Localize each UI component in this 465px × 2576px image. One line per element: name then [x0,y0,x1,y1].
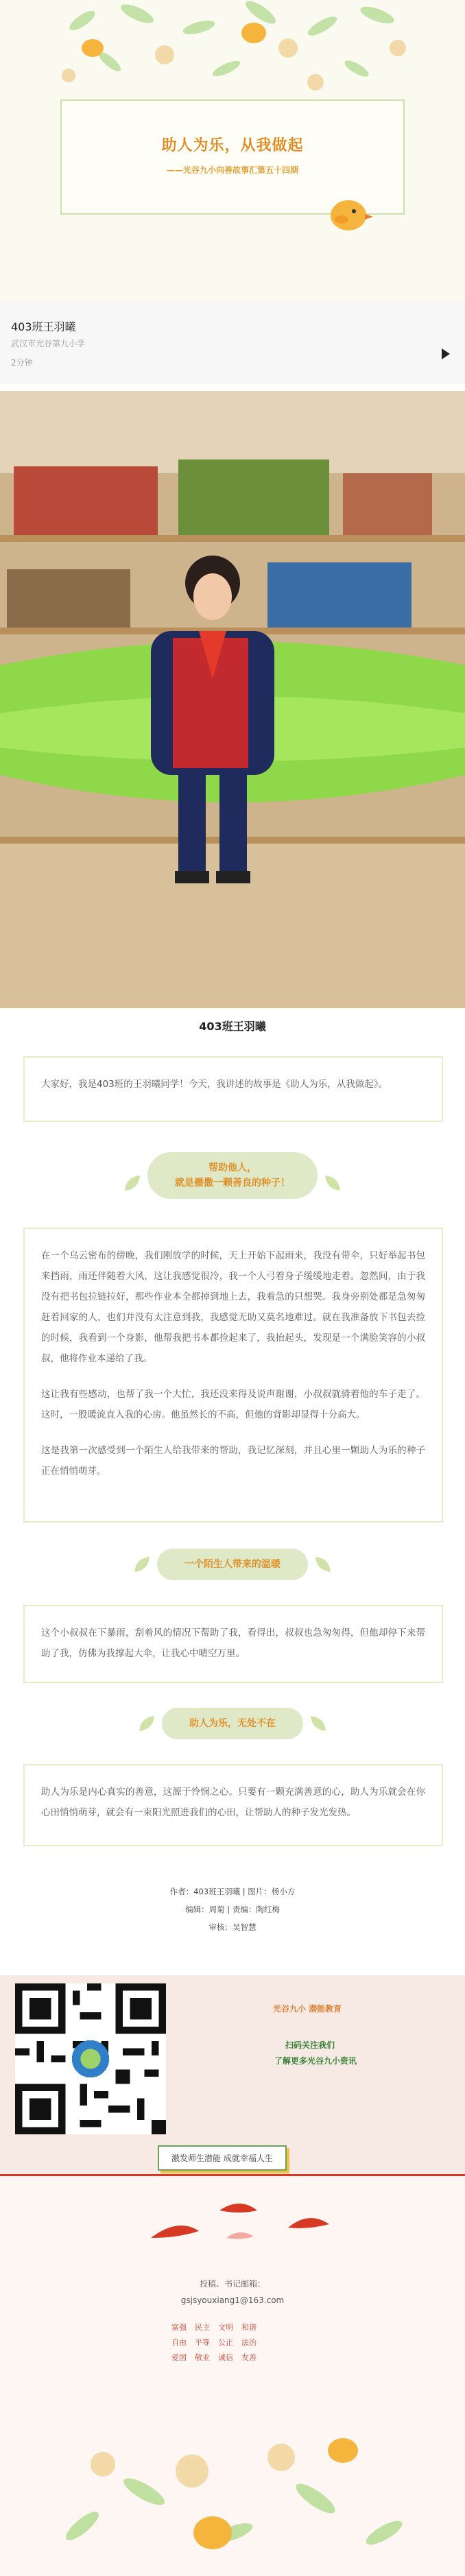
qr-school-label: 光谷九小 潜能教育 [273,2004,342,2014]
section1-heading-line2: 就是播撒一颗善良的种子！ [175,1178,290,1189]
leaf-icon [135,1712,158,1735]
school-motto: 激发师生潜能 成就幸福人生 [158,2145,287,2171]
leaf-decoration [55,0,412,103]
qr-scan-label: 扫码关注我们 [285,2040,335,2050]
credit-editor: 编辑：周菊 | 责编：陶红梅 [185,1905,280,1914]
contact-label: 投稿、书记邮箱： [199,2279,265,2289]
section2-box [23,1605,443,1683]
credit-reviewer: 审核：吴智慧 [208,1922,257,1932]
flower-decoration [55,2389,412,2567]
page-subtitle: ——光谷九小向善故事汇第五十四期 [166,165,298,175]
bird-icon [321,185,376,240]
audio-title: 403班王羽曦 [11,320,76,333]
core-values [171,2320,257,2365]
footer [0,2174,465,2576]
value-item: 富强 [171,2323,187,2332]
value-item: 民主 [195,2323,210,2332]
section3-paragraph: 助人为乐是内心真实的善意，这源于怜悯之心。只要有一颗充满善意的心，助人为乐就会在你心田悄悄萌芽，就会有一束阳光照进我们的心田，让帮助人的种子发光发热。 [41,1787,425,1818]
qr-code-icon[interactable] [15,1983,166,2134]
audio-duration: 2分钟 [11,358,33,368]
value-item: 法治 [241,2338,257,2347]
qr-panel [0,1975,465,2174]
section1-heading-line1: 帮助他人， [208,1162,257,1173]
section1-box [23,1228,443,1523]
leaf-icon [321,1171,344,1195]
contact-email[interactable]: gsjsyouxiang1@163.com [180,2295,285,2305]
section2-heading-text: 一个陌生人带来的温暖 [157,1549,308,1580]
section2-heading [0,1549,465,1580]
credits [0,1883,465,1936]
student-photo [0,391,465,1008]
value-item: 和谐 [241,2323,257,2332]
photo-caption: 403班王羽曦 [199,1020,266,1033]
section3-heading-text: 助人为乐，无处不在 [162,1708,303,1739]
leaf-icon [307,1712,330,1735]
value-item: 敬业 [195,2353,210,2362]
audio-player[interactable] [0,302,465,384]
dove-icon [137,2190,343,2265]
play-icon[interactable] [442,348,450,359]
qr-info-label: 了解更多光谷九小资讯 [274,2056,357,2066]
leaf-icon [121,1171,144,1195]
section3-box [23,1764,443,1846]
section3-heading [0,1708,465,1739]
section1-paragraph: 这是我第一次感受到一个陌生人给我带来的帮助，我记忆深刻，并且心里一颗助人为乐的种子正在悄悄萌芽。 [41,1445,425,1477]
leaf-icon [130,1553,154,1576]
section1-paragraph: 这让我有些感动，也帮了我一个大忙，我还没来得及说声谢谢，小叔叔就骑着他的车子走了。这时，一股暖流直入我的心房。他虽然长的不高，但他的背影却显得十分高大。 [41,1389,425,1420]
value-item: 友善 [241,2353,257,2362]
qr-side-text [261,2003,439,2066]
page-title: 助人为乐，从我做起 [161,137,304,154]
value-item: 文明 [218,2323,233,2332]
intro-text: 大家好，我是403班的王羽曦同学！今天，我讲述的故事是《助人为乐，从我做起》。 [41,1079,388,1090]
value-item: 诚信 [218,2353,233,2362]
value-item: 爱国 [171,2353,187,2362]
audio-source: 武汉市光谷第九小学 [11,339,86,348]
value-item: 公正 [218,2338,233,2347]
section2-paragraph: 这个小叔叔在下暴雨，刮着风的情况下帮助了我，看得出，叔叔也急匆匆得，但他却停下来帮助了我，仿佛为我撑起大伞，让我心中晴空万里。 [41,1627,425,1659]
leaf-icon [311,1553,335,1576]
credit-author: 作者：403班王羽曦 | 图片：杨小方 [169,1887,296,1896]
section1-heading [0,1152,465,1199]
intro-box [23,1056,443,1122]
value-item: 自由 [171,2338,187,2347]
value-item: 平等 [195,2338,210,2347]
section1-paragraph: 在一个乌云密布的傍晚，我们刚放学的时候，天上开始下起雨来，我没有带伞，只好举起书包来挡雨，雨还伴随着大风，这让我感觉很冷，我一个人弓着身子缓缓地走着。忽然间，由于我没有把书包拉链拉好，那些作业本全都掉到地上去，我着急的只想哭。我身旁别处都是急匆匆赶着回家的人，也们并没有太注意到我，我感觉无助又莫名地难过。就在我准备放下书包去捡的时候，我看到一个身影，他帮我把书本都捡起来了，我抬起头，发现是一个满脸笑容的小叔叔，他将作业本递给了我。 [41,1250,425,1364]
header-banner [0,0,465,302]
